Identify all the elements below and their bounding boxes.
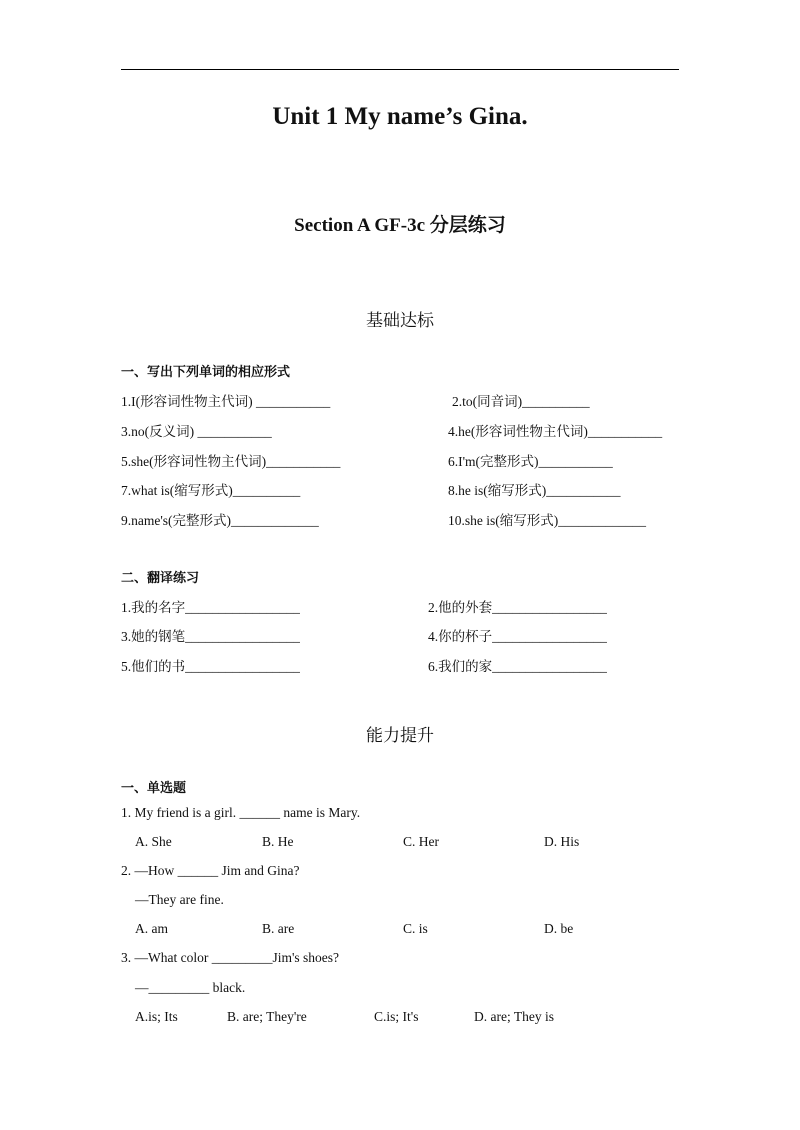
part-heading-translation: 二、翻译练习 <box>121 571 200 586</box>
translation-item-5: 5.他们的书_________________ <box>121 659 300 674</box>
question-2-reply: —They are fine. <box>135 892 224 907</box>
section-heading-basic: 基础达标 <box>366 311 434 331</box>
question-2-option-d: D. be <box>544 921 574 936</box>
question-1-stem: 1. My friend is a girl. ______ name is Mary. <box>121 805 361 820</box>
word-form-item-7: 7.what is(缩写形式)__________ <box>121 483 301 498</box>
word-form-item-2: 2.to(同音词)__________ <box>452 394 590 409</box>
question-1-option-c: C. Her <box>403 834 439 849</box>
word-form-item-8: 8.he is(缩写形式)___________ <box>448 483 621 498</box>
word-form-item-6: 6.I'm(完整形式)___________ <box>448 454 613 469</box>
section-heading-advanced: 能力提升 <box>366 726 434 746</box>
translation-item-6: 6.我们的家_________________ <box>428 659 607 674</box>
translation-item-3: 3.她的钢笔_________________ <box>121 629 300 644</box>
question-1-option-b: B. He <box>262 834 294 849</box>
question-2-stem: 2. —How ______ Jim and Gina? <box>121 863 300 878</box>
part-heading-single-choice: 一、单选题 <box>121 781 187 796</box>
word-form-item-5: 5.she(形容词性物主代词)___________ <box>121 454 341 469</box>
translation-item-1: 1.我的名字_________________ <box>121 600 300 615</box>
page-title: Unit 1 My name’s Gina. <box>272 103 528 130</box>
word-form-item-9: 9.name's(完整形式)_____________ <box>121 513 319 528</box>
word-form-item-3: 3.no(反义词) ___________ <box>121 424 272 439</box>
question-2-option-c: C. is <box>403 921 428 936</box>
question-2-option-b: B. are <box>262 921 295 936</box>
question-3-option-d: D. are; They is <box>474 1009 554 1024</box>
question-1-option-d: D. His <box>544 834 580 849</box>
question-1-option-a: A. She <box>135 834 172 849</box>
word-form-item-4: 4.he(形容词性物主代词)___________ <box>448 424 663 439</box>
question-3-reply: —_________ black. <box>135 980 246 995</box>
question-3-stem: 3. —What color _________Jim's shoes? <box>121 950 340 965</box>
word-form-item-10: 10.she is(缩写形式)_____________ <box>448 513 646 528</box>
question-3-option-c: C.is; It's <box>374 1009 419 1024</box>
translation-item-2: 2.他的外套_________________ <box>428 600 607 615</box>
translation-item-4: 4.你的杯子_________________ <box>428 629 607 644</box>
question-3-option-a: A.is; Its <box>135 1009 178 1024</box>
top-rule <box>121 69 679 70</box>
word-form-item-1: 1.I(形容词性物主代词) ___________ <box>121 394 331 409</box>
question-2-option-a: A. am <box>135 921 168 936</box>
question-3-option-b: B. are; They're <box>227 1009 307 1024</box>
part-heading-word-forms: 一、写出下列单词的相应形式 <box>121 365 291 380</box>
page-subtitle: Section A GF-3c 分层练习 <box>294 215 506 236</box>
